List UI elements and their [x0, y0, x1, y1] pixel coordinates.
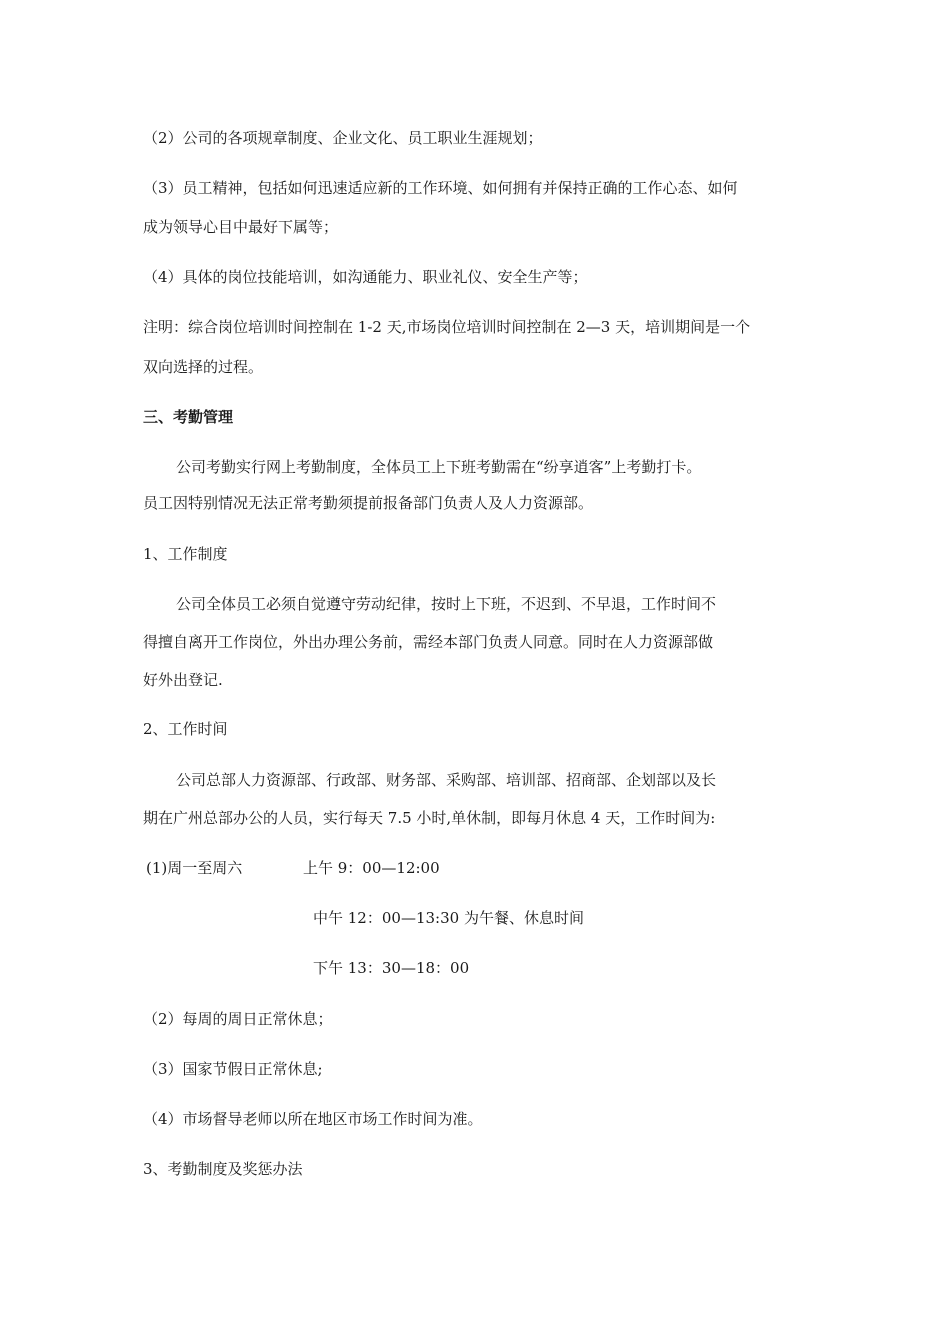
text-line: （4）市场督导老师以所在地区市场工作时间为准。 [143, 1110, 483, 1128]
text-line: （3）国家节假日正常休息; [143, 1060, 323, 1078]
text-line: （2）公司的各项规章制度、企业文化、员工职业生涯规划； [143, 129, 543, 147]
text-line: 公司总部人力资源部、行政部、财务部、采购部、培训部、招商部、企划部以及长 [176, 771, 717, 789]
schedule-morning: 上午 9：00—12:00 [303, 859, 440, 877]
text-line: 公司考勤实行网上考勤制度，全体员工上下班考勤需在“纷享逍客”上考勤打卡。 [176, 458, 702, 476]
text-line: 员工因特别情况无法正常考勤须提前报备部门负责人及人力资源部。 [143, 494, 594, 512]
text-line: （3）员工精神，包括如何迅速适应新的工作环境、如何拥有并保持正确的工作心态、如何 [143, 179, 738, 197]
text-line: 公司全体员工必须自觉遵守劳动纪律，按时上下班，不迟到、不早退，工作时间不 [176, 595, 717, 613]
text-line: 好外出登记. [143, 671, 223, 689]
text-line: 期在广州总部办公的人员，实行每天 7.5 小时,单休制，即每月休息 4 天，工作时间为: [143, 809, 716, 827]
subsection-heading: 2、工作时间 [143, 720, 228, 738]
subsection-heading: 3、考勤制度及奖惩办法 [143, 1160, 303, 1178]
text-line: 注明：综合岗位培训时间控制在 1-2 天,市场岗位培训时间控制在 2—3 天，培训期间是一个 [143, 318, 751, 336]
text-line: （2）每周的周日正常休息； [143, 1010, 333, 1028]
subsection-heading: 1、工作制度 [143, 545, 228, 563]
text-line: 得擅自离开工作岗位，外出办理公务前，需经本部门负责人同意。同时在人力资源部做 [143, 633, 714, 651]
text-line: 双向选择的过程。 [143, 358, 264, 376]
text-line: 成为领导心目中最好下属等； [143, 218, 339, 236]
schedule-noon: 中午 12：00—13:30 为午餐、休息时间 [313, 909, 584, 927]
schedule-days: (1)周一至周六 [146, 859, 243, 877]
schedule-afternoon: 下午 13：30—18：00 [313, 959, 470, 977]
text-line: （4）具体的岗位技能培训，如沟通能力、职业礼仪、安全生产等； [143, 268, 588, 286]
section-heading: 三、考勤管理 [143, 408, 234, 426]
